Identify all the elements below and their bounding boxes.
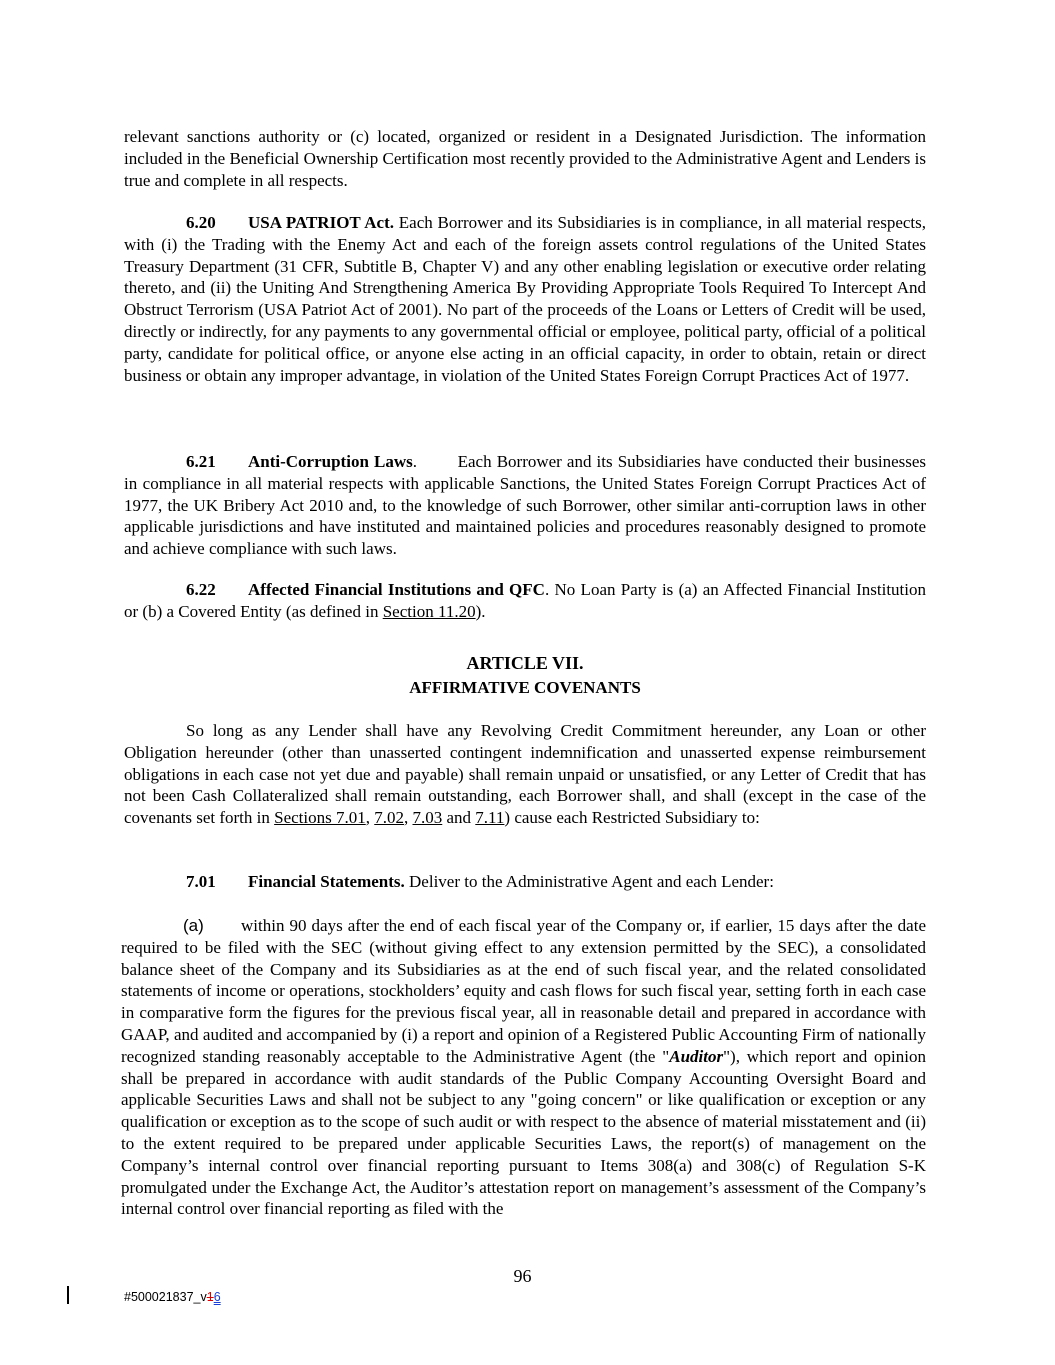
section-heading: Anti-Corruption Laws — [248, 452, 413, 471]
clause-label: (a) — [183, 916, 204, 935]
cross-reference-link: 7.03 — [412, 808, 443, 828]
article-subtitle: AFFIRMATIVE COVENANTS — [409, 678, 641, 697]
cross-reference-link: 7.11 — [475, 808, 505, 828]
cross-reference-link: Sections 7.01 — [274, 808, 366, 828]
clause-a: (a) within 90 days after the end of each fiscal year of the Company or, if earlier, 15 days after the date required to be filed with the SEC (without giving effect to any extension permitted by the SEC), a consolidated balance sheet of the Company and its Subsidiaries as at the end of such fiscal year, and the related consolidated statements of income or operations, stockholders’ equity and cash flows for such fiscal year, setting forth in each case in comparative form the figures for the previous fiscal year, all in reasonable detail and prepared in accordance with GAAP, and audited and accompanied by (i) a report and opinion of a Registered Public Accounting Firm of nationally recognized standing reasonably acceptable to the Administrative Agent (the "Auditor"), which report and opinion shall be prepared in accordance with audit standards of the Public Company Accounting Oversight Board and applicable Securities Laws and shall not be subject to any "going concern" or like qualification or exception or any qualification or exception as to the scope of such audit or with respect to the absence of material misstatement and (ii) to the extent required to be prepared under applicable Securities Laws, the report(s) of management on the Company’s internal control over financial reporting pursuant to Items 308(a) and 308(c) of Regulation S-K promulgated under the Exchange Act, the Auditor’s attestation report on management’s assessment of the Company’s internal control over financial reporting as filed with the — [121, 916, 926, 1219]
document-id: #500021837_v16 — [124, 1290, 221, 1304]
section-heading: Financial Statements. — [248, 872, 405, 891]
defined-term: Auditor — [669, 1046, 724, 1066]
section-number: 7.01 — [186, 872, 216, 891]
change-bar — [67, 1286, 69, 1304]
cross-reference-link: 7.02 — [374, 808, 404, 828]
section-body: Each Borrower and its Subsidiaries is in compliance, in all material respects, with (i) the Trading with the Enemy Act and each of the foreign assets control regulations of the United States Treasury Department (31 CFR, Subtitle B, Chapter V) and any other enabling legislation or executive order relating thereto, and (ii) the Uniting And Strengthening America By Providing Appropriate Tools Required To Intercept And Obstruct Terrorism (USA Patriot Act of 2001). No part of the proceeds of the Loans or Letters of Credit will be used, directly or indirectly, for any payments to any governmental official or employee, political party, official of a political party, candidate for political office, or anyone else acting in an official capacity, in order to obtain, retain or direct business or obtain any improper advantage, in violation of the United States Foreign Corrupt Practices Act of 1977. — [124, 213, 927, 385]
section-heading: USA PATRIOT Act. — [248, 213, 395, 232]
article-intro-paragraph: So long as any Lender shall have any Revolving Credit Commitment hereunder, any Loan or other Obligation hereunder (other than unasserted contingent indemnification and unasserted expense reimbursement obligations in each case not yet due and payable) shall remain unpaid or unsatisfied, or any Letter of Credit that has not been Cash Collateralized shall remain outstanding, each Borrower shall, and shall (except in the case of the covenants set forth in Sections 7.01, 7.02, 7.03 and 7.11) cause each Restricted Subsidiary to: — [124, 721, 926, 828]
section-6-21 — [124, 451, 931, 560]
section-6-20 — [124, 212, 926, 386]
section-number: 6.22 — [186, 580, 216, 599]
paragraph-sanctions-continued: relevant sanctions authority or (c) located, organized or resident in a Designated Jurisdiction. The information included in the Beneficial Ownership Certification most recently provided to the Administrative Agent and Lenders is true and complete in all respects. — [124, 127, 926, 190]
section-number: 6.20 — [186, 213, 216, 232]
section-body: . No Loan Party is (a) an Affected Financial Institution or (b) a Covered Entity (as defined in — [124, 580, 926, 621]
section-heading: Affected Financial Institutions and QFC — [248, 580, 545, 599]
section-body: . Each Borrower and its Subsidiaries have conducted their businesses in compliance in all material respects with applicable Sanctions, the United States Foreign Corrupt Practices Act of 1977, the UK Bribery Act 2010 and, to the knowledge of such Borrower, other similar anti-corruption laws in other applicable jurisdictions and have instituted and maintained policies and procedures reasonably designed to promote and achieve compliance with such laws. — [124, 452, 931, 559]
inserted-version: 6 — [213, 1290, 221, 1304]
deleted-version: 1 — [206, 1290, 214, 1304]
page-number: 96 — [513, 1266, 532, 1286]
section-body: Deliver to the Administrative Agent and each Lender: — [404, 872, 774, 891]
section-7-01 — [124, 871, 926, 893]
section-number: 6.21 — [186, 452, 216, 471]
section-6-22: 6.22 Affected Financial Institutions and QFC. No Loan Party is (a) an Affected Financial Institution or (b) a Covered Entity (as defined in Section 11.20). — [124, 580, 926, 621]
article-title: ARTICLE VII. — [466, 653, 584, 673]
cross-reference-link: Section 11.20 — [382, 601, 476, 621]
